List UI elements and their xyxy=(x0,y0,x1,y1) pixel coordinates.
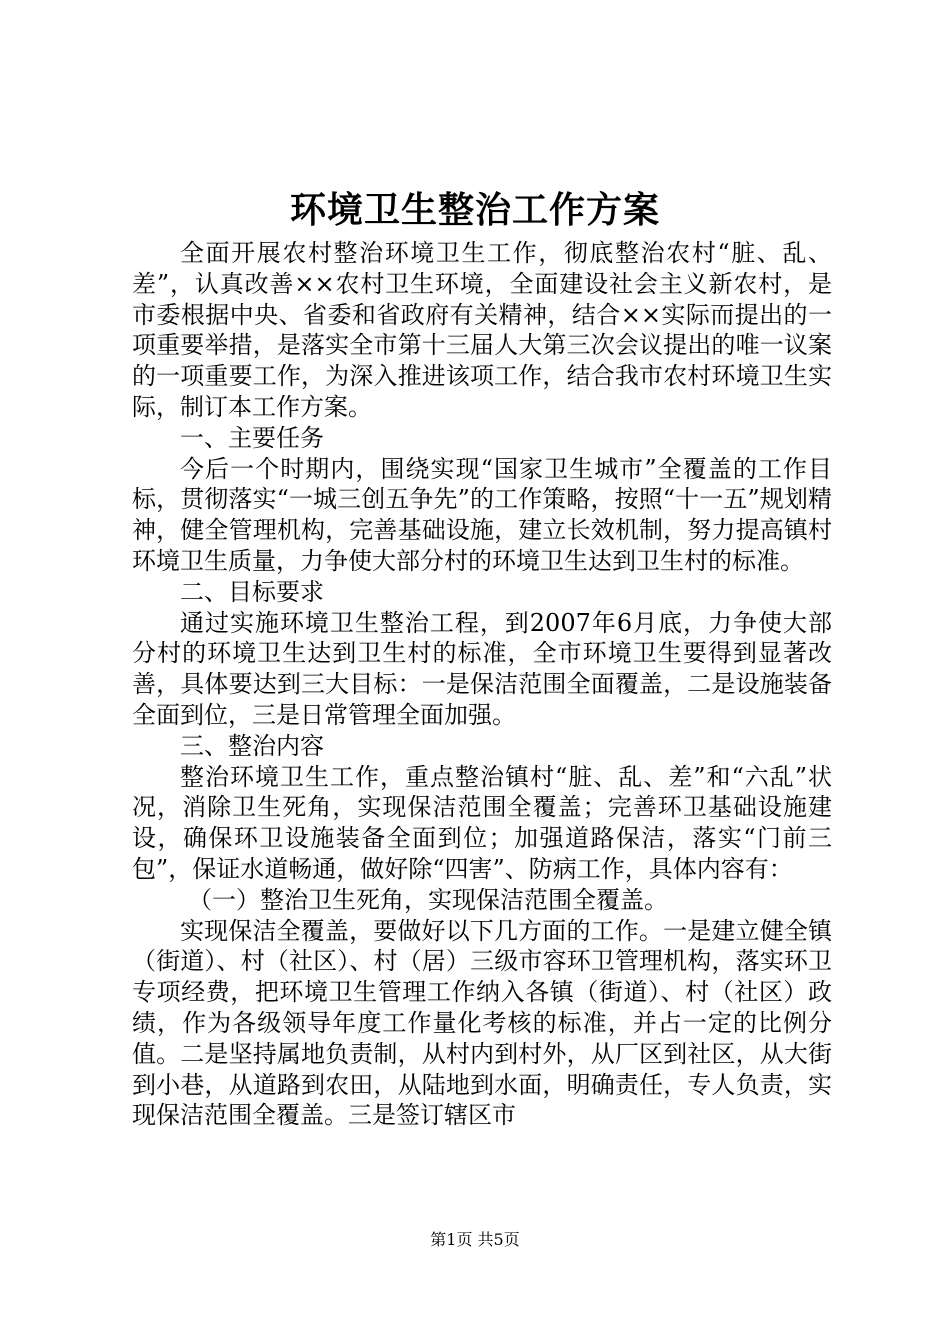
document-body xyxy=(132,238,832,1131)
section-heading-content: 三、整治内容 xyxy=(180,731,324,760)
paragraph-intro: 全面开展农村整治环境卫生工作，彻底整治农村“脏、乱、差”，认真改善××农村卫生环境，全面建设社会主义新农村，是市委根据中央、省委和省政府有关精神，结合××实际而提出的一项重要举措，是落实全市第十三届人大第三次会议提出的唯一议案的一项重要工作，为深入推进该项工作，结合我市农村环境卫生实际，制订本工作方案。 xyxy=(132,239,832,421)
subsection-heading-1: （一）整治卫生死角，实现保洁范围全覆盖。 xyxy=(188,885,668,914)
paragraph-content: 整治环境卫生工作，重点整治镇村“脏、乱、差”和“六乱”状况，消除卫生死角，实现保洁范围全覆盖；完善环卫基础设施建设，确保环卫设施装备全面到位；加强道路保洁，落实“门前三包”，保证水道畅通，做好除“四害”、防病工作，具体内容有： xyxy=(132,762,832,883)
section-heading-main-tasks: 一、主要任务 xyxy=(180,423,324,452)
paragraph-subsection-1: 实现保洁全覆盖，要做好以下几方面的工作。一是建立健全镇（街道）、村（社区）、村（居）三级市容环卫管理机构，落实环卫专项经费，把环境卫生管理工作纳入各镇（街道）、村（社区）政绩，作为各级领导年度工作量化考核的标准，并占一定的比例分值。二是坚持属地负责制，从村内到村外，从厂区到社区，从大街到小巷，从道路到农田，从陆地到水面，明确责任，专人负责，实现保洁范围全覆盖。三是签订辖区市 xyxy=(132,916,832,1130)
page-footer: 第1页 共5页 xyxy=(430,1230,520,1249)
paragraph-main-tasks: 今后一个时期内，围绕实现“国家卫生城市”全覆盖的工作目标，贯彻落实“一城三创五争先”的工作策略，按照“十一五”规划精神，健全管理机构，完善基础设施，建立长效机制，努力提高镇村环境卫生质量，力争使大部分村的环境卫生达到卫生村的标准。 xyxy=(132,454,832,575)
section-heading-goals: 二、目标要求 xyxy=(180,577,324,606)
page-title: 环境卫生整治工作方案 xyxy=(289,189,660,231)
paragraph-goals: 通过实施环境卫生整治工程，到2007年6月底，力争使大部分村的环境卫生达到卫生村的标准，全市环境卫生要得到显著改善，具体要达到三大目标：一是保洁范围全面覆盖，二是设施装备全面到位，三是日常管理全面加强。 xyxy=(132,608,832,729)
